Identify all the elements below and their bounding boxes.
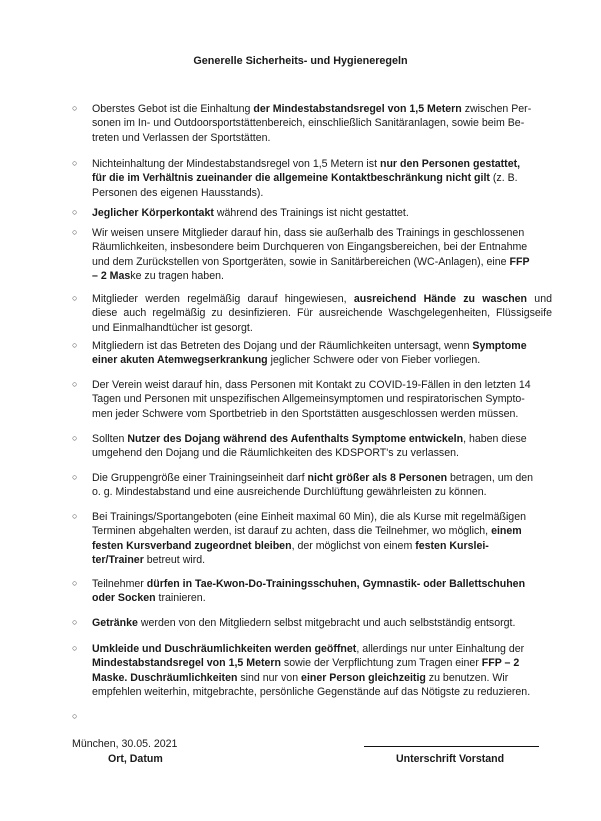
rule-text: Der Verein weist darauf hin, dass Personen mit Kontakt zu COVID-19-Fällen in den letzten 14 Tagen und Personen mit unspezifischen Allgemeinsymptomen und respiratorischen Sympto- men jeder Schwere vom Sportbetrieb in den Sportstätten ausgeschlossen werden müssen.	[92, 379, 531, 420]
rule-text: Wir weisen unsere Mitglieder darauf hin, dass sie außerhalb des Trainings in geschlossenen Räumlichkeiten, insbesondere beim Durchqueren von Eingangsbereichen, bei der Entnahme und dem Zurückstellen von Sportgeräten, sowie in Sanitärbereichen (WC-Anlagen), eine FFP – 2 Maske zu tragen haben.	[92, 227, 530, 282]
bullet-circle-icon: ○	[72, 379, 78, 389]
rule-text: Bei Trainings/Sportangeboten (eine Einheit maximal 60 Min), die als Kurse mit regelmäßigen Terminen abgehalten werden, ist darauf zu achten, dass die Teilnehmer, wo möglich, einem festen Kursverband zugeordnet bleiben, der möglichst von einem festen Kurslei- ter/Trainer betreut wird.	[92, 511, 526, 566]
rule-text: Umkleide und Duschräumlichkeiten werden geöffnet, allerdings nur unter Einhaltung der Mindestabstandsregel von 1,5 Metern sowie der Verpflichtung zum Tragen einer FFP – 2 Maske. Duschräumlichkeiten sind nur von einer Person gleichzeitig zu benutzen. Wir empfehlen weiterhin, mitgebrachte, persönliche Gegenstände auf das Nötigste zu reduzieren.	[92, 643, 531, 698]
rule-text: Getränke werden von den Mitgliedern selbst mitgebracht und auch selbstständig entsorgt.	[92, 617, 516, 629]
document-title: Generelle Sicherheits- und Hygieneregeln	[193, 55, 408, 67]
bullet-circle-icon: ○	[72, 158, 78, 168]
bullet-circle-icon: ○	[72, 340, 78, 350]
signature-label: Unterschrift Vorstand	[396, 753, 505, 765]
bullet-circle-icon: ○	[72, 293, 78, 303]
rule-text: Mitgliedern ist das Betreten des Dojang und der Räumlichkeiten untersagt, wenn Symptome einer akuten Atemwegserkrankung jeglicher Schwere oder von Fieber vorliegen.	[92, 340, 527, 367]
place-date-label: Ort, Datum	[108, 753, 163, 765]
bullet-circle-icon: ○	[72, 433, 78, 443]
rule-text: Sollten Nutzer des Dojang während des Aufenthalts Symptome entwickeln, haben diese umgehend den Dojang und die Räumlichkeiten des KDSPORT's zu verlassen.	[92, 433, 527, 460]
bullet-circle-icon: ○	[72, 207, 78, 217]
bullet-circle-icon: ○	[72, 227, 78, 237]
bullet-circle-icon: ○	[72, 711, 78, 721]
bullet-circle-icon: ○	[72, 511, 78, 521]
rule-text: Oberstes Gebot ist die Einhaltung der Mindestabstandsregel von 1,5 Metern zwischen Per- sonen im In- und Outdoorsportstättenbereich, einschließlich Sanitäranlagen, sowie beim Be- treten und Verlassen der Sportstätten.	[92, 103, 532, 144]
rule-text: Jeglicher Körperkontakt während des Trainings ist nicht gestattet.	[92, 207, 409, 219]
bullet-circle-icon: ○	[72, 578, 78, 588]
bullet-circle-icon: ○	[72, 643, 78, 653]
signature-line	[364, 746, 539, 747]
bullet-circle-icon: ○	[72, 472, 78, 482]
place-date: München, 30.05. 2021	[72, 738, 178, 750]
rule-text: Nichteinhaltung der Mindestabstandsregel von 1,5 Metern ist nur den Personen gestattet, für die im Verhältnis zueinander die allgemeine Kontaktbeschränkung nicht gilt (z. B. Personen des eigenen Hausstands).	[92, 158, 521, 199]
rule-text: Mitglieder werden regelmäßig darauf hingewiesen, ausreichend Hände zu waschen und diese auch regelmäßig zu desinfizieren. Für ausreichende Waschgelegenheiten, Flüssigseife und Einmalhandtücher ist gesorgt.	[92, 293, 552, 334]
rule-text: Die Gruppengröße einer Trainingseinheit darf nicht größer als 8 Personen betragen, um den o. g. Mindestabstand und eine ausreichende Durchlüftung gewährleisten zu können.	[92, 472, 534, 499]
bullet-circle-icon: ○	[72, 103, 78, 113]
bullet-circle-icon: ○	[72, 617, 78, 627]
rule-text: Teilnehmer dürfen in Tae-Kwon-Do-Trainingsschuhen, Gymnastik- oder Ballettschuhen oder Socken trainieren.	[92, 578, 526, 605]
